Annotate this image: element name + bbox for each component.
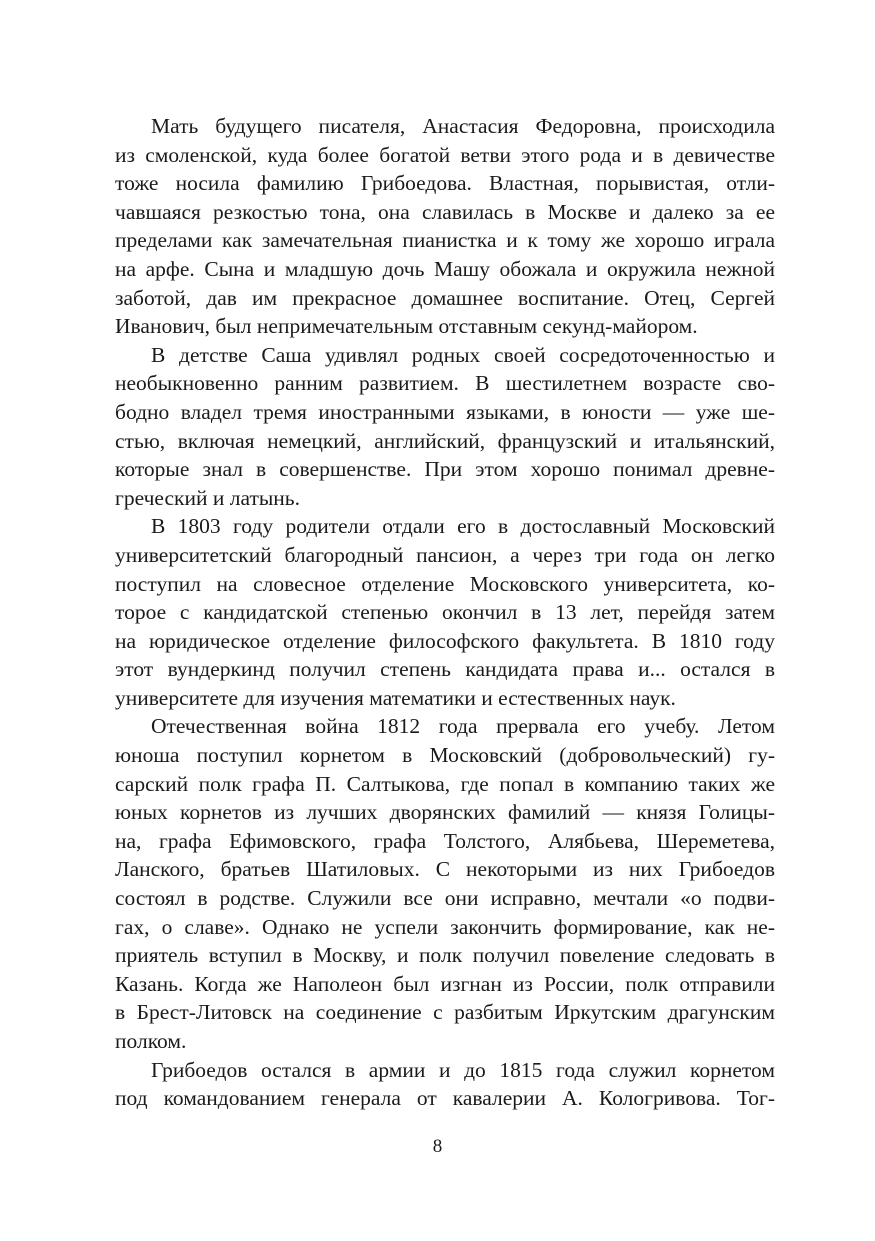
text-line: юных корнетов из лучших дворянских фамилий — князя Голицы- [115,800,775,825]
text-line: греческий и латынь. [115,485,300,510]
text-line: чавшаяся резкостью тона, она славилась в Москве и далеко за ее [115,199,775,224]
text-line: В 1803 году родители отдали его в достославный Московский [151,514,775,539]
text-line: университетский благородный пансион, а через три года он легко [115,542,775,567]
text-line: под командованием генерала от кавалерии А. Кологривова. Тог- [115,1086,775,1111]
text-line: поступил на словесное отделение Московского университета, ко- [115,571,775,596]
page-body [115,112,775,1113]
text-line: Мать будущего писателя, Анастасия Федоровна, происходила [151,114,775,138]
text-line: из смоленской, куда более богатой ветви этого рода и в девичестве [115,142,775,167]
text-line: Казань. Когда же Наполеон был изгнан из России, полк отправили [115,971,775,996]
text-line: торое с кандидатской степенью окончил в 13 лет, перейдя затем [115,600,775,625]
text-line: на юридическое отделение философского факультета. В 1810 году [115,628,775,653]
text-line: бодно владел тремя иностранными языками, в юности — уже ше- [115,399,775,424]
text-line: стью, включая немецкий, английский, французский и итальянский, [115,428,775,453]
paragraph-5 [115,1056,775,1113]
text-line: на арфе. Сына и младшую дочь Машу обожала и окружила нежной [115,256,775,281]
text-line: университете для изучения математики и естественных наук. [115,685,676,710]
text-line: сарский полк графа П. Салтыкова, где попал в компанию таких же [115,771,775,796]
text-line: гах, о славе». Однако не успели закончить формирование, как не- [115,914,775,939]
text-line: заботой, дав им прекрасное домашнее воспитание. Отец, Сергей [115,285,775,310]
text-line: которые знал в совершенстве. При этом хорошо понимал древне- [115,457,775,482]
text-line: этот вундеркинд получил степень кандидата права и... остался в [115,657,775,682]
text-line: Отечественная война 1812 года прервала его учебу. Летом [151,714,775,739]
text-line: состоял в родстве. Служили все они исправно, мечтали «о подви- [115,886,775,911]
page-number: 8 [432,1136,443,1157]
text-line: в Брест-Литовск на соединение с разбитым Иркутским драгунским [115,1000,775,1025]
text-line: пределами как замечательная пианистка и к тому же хорошо играла [115,228,775,253]
text-line: необыкновенно ранним развитием. В шестилетнем возрасте сво- [115,371,775,396]
text-line: Ланского, братьев Шатиловых. С некоторыми из них Грибоедов [115,857,775,882]
text-line: тоже носила фамилию Грибоедова. Властная, порывистая, отли- [115,171,775,196]
text-line: Иванович, был непримечательным отставным секунд-майором. [115,314,698,339]
paragraph-1 [115,112,775,341]
paragraph-4 [115,712,775,1055]
paragraph-2 [115,341,775,513]
paragraph-3 [115,512,775,712]
text-line: приятель вступил в Москву, и полк получил повеление следовать в [115,943,775,968]
text-line: Грибоедов остался в армии и до 1815 года служил корнетом [151,1057,775,1082]
text-line: полком. [115,1029,187,1053]
text-line: на, графа Ефимовского, графа Толстого, Алябьева, Шереметева, [115,828,775,853]
text-line: В детстве Саша удивлял родных своей сосредоточенностью и [151,342,775,367]
text-line: юноша поступил корнетом в Московский (добровольческий) гу- [115,743,775,768]
